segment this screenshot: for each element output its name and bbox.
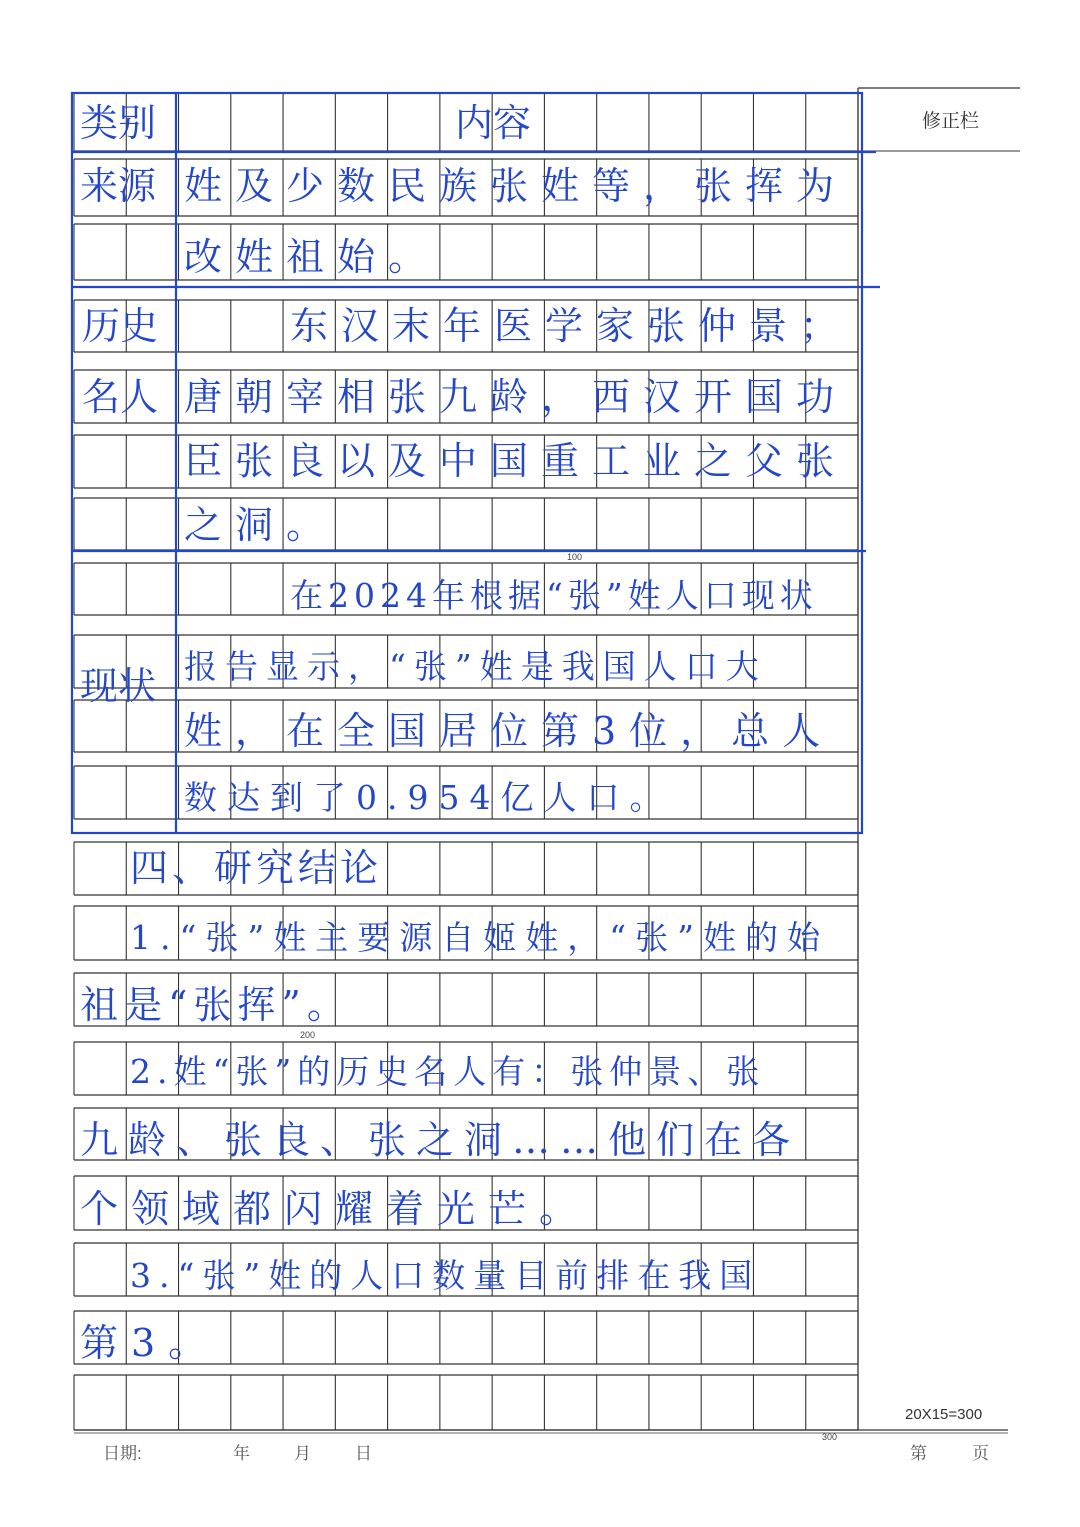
conclusion-line-7: 第3。	[80, 1321, 220, 1365]
row-source-line-2: 改姓祖始。	[184, 235, 440, 279]
conclusion-line-3: 2.姓“张”的历史名人有：张仲景、张	[130, 1052, 766, 1091]
marker-200: 200	[300, 1030, 316, 1040]
marker-300: 300	[822, 1432, 838, 1442]
row-figures-line-2: 唐朝宰相张九龄，西汉开国功	[184, 375, 848, 419]
conclusion-line-1: 1.“张”姓主要源自姬姓，“张”姓的始	[130, 918, 829, 957]
row-status-line-1: 在2024年根据“张”姓人口现状	[290, 576, 818, 615]
row-figures-line-3: 臣张良以及中国重工业之父张	[184, 439, 848, 483]
row-status-category: 现状	[80, 664, 157, 708]
footer-page-suffix: 页	[972, 1444, 989, 1463]
row-figures-category-bottom: 名人	[82, 375, 159, 419]
row-figures-line-1: 东汉末年医学家张仲景；	[290, 304, 852, 348]
footer-month: 月	[294, 1444, 311, 1463]
table-header-content: 内容	[455, 101, 532, 145]
revision-column-label: 修正栏	[922, 111, 980, 132]
conclusions-heading: 四、研究结论	[130, 846, 383, 890]
conclusion-line-4: 九龄、张良、张之洞……他们在各	[80, 1118, 801, 1162]
row-source-line-1: 姓及少数民族张姓等，张挥为	[184, 164, 848, 208]
conclusion-line-6: 3.“张”姓的人口数量目前排在我国	[130, 1256, 761, 1295]
conclusion-line-2: 祖是“张挥”。	[80, 983, 351, 1027]
footer-day: 日	[355, 1444, 372, 1463]
row-source-category: 来源	[80, 164, 157, 208]
row-figures-line-4: 之洞。	[184, 503, 338, 547]
footer-year: 年	[233, 1444, 250, 1463]
row-status-line-4: 数达到了0.954亿人口。	[184, 778, 673, 817]
grid-size-label: 20X15=300	[905, 1406, 983, 1423]
marker-100: 100	[567, 552, 583, 562]
table-header-category: 类别	[80, 101, 157, 145]
conclusion-line-5: 个领域都闪耀着光芒。	[80, 1187, 591, 1231]
footer-date-label: 日期:	[103, 1444, 142, 1463]
footer-page-prefix: 第	[910, 1444, 927, 1463]
row-status-line-3: 姓，在全国居位第3位，总人	[184, 709, 834, 753]
row-status-line-2: 报告显示，“张”姓是我国人口大	[184, 647, 767, 686]
row-figures-category-top: 历史	[82, 304, 159, 348]
